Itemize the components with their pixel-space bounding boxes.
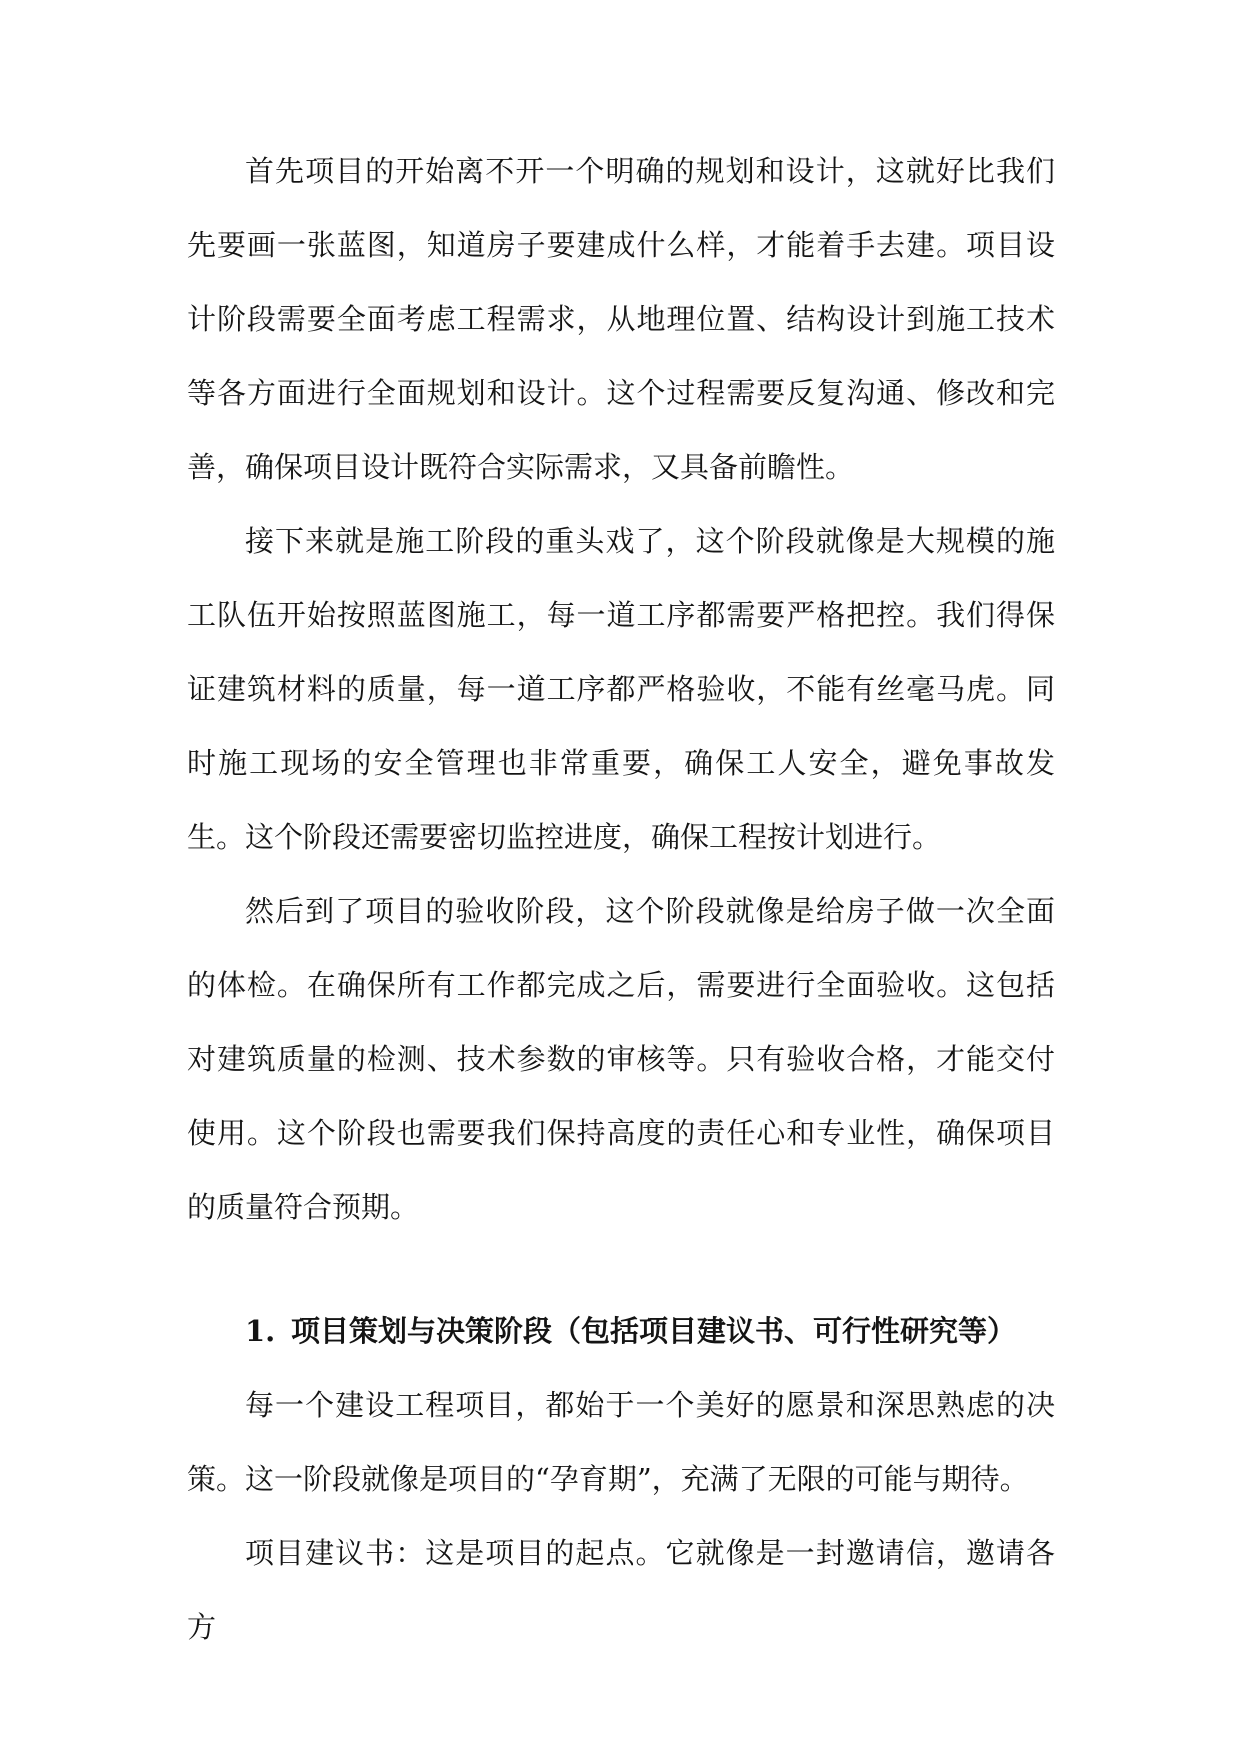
paragraph-acceptance-phase [187,874,1055,1244]
paragraph-text: 项目建议书：这是项目的起点。它就像是一封邀请信，邀请各方 [187,1536,1055,1644]
paragraph-text: 每一个建设工程项目，都始于一个美好的愿景和深思熟虑的决策。这一阶段就像是项目的“孕育期”，充满了无限的可能与期待。 [187,1388,1055,1496]
section-heading-text: 项目策划与决策阶段（包括项目建议书、可行性研究等） [291,1314,1017,1348]
section-heading-number: 1. [245,1314,276,1348]
paragraph-construction-phase [187,504,1055,874]
paragraph-text: 首先项目的开始离不开一个明确的规划和设计，这就好比我们先要画一张蓝图，知道房子要建成什么样，才能着手去建。项目设计阶段需要全面考虑工程需求，从地理位置、结构设计到施工技术等各方面进行全面规划和设计。这个过程需要反复沟通、修改和完善，确保项目设计既符合实际需求，又具备前瞻性。 [187,154,1055,484]
paragraph-planning-intro [187,1368,1055,1516]
paragraph-text: 接下来就是施工阶段的重头戏了，这个阶段就像是大规模的施工队伍开始按照蓝图施工，每一道工序都需要严格把控。我们得保证建筑材料的质量，每一道工序都严格验收，不能有丝毫马虎。同时施工现场的安全管理也非常重要，确保工人安全，避免事故发生。这个阶段还需要密切监控进度，确保工程按计划进行。 [187,524,1055,854]
section-heading [187,1294,1055,1368]
paragraph-text: 然后到了项目的验收阶段，这个阶段就像是给房子做一次全面的体检。在确保所有工作都完成之后，需要进行全面验收。这包括对建筑质量的检测、技术参数的审核等。只有验收合格，才能交付使用。这个阶段也需要我们保持高度的责任心和专业性，确保项目的质量符合预期。 [187,894,1055,1224]
paragraph-design-phase [187,134,1055,504]
paragraph-project-proposal [187,1516,1055,1664]
